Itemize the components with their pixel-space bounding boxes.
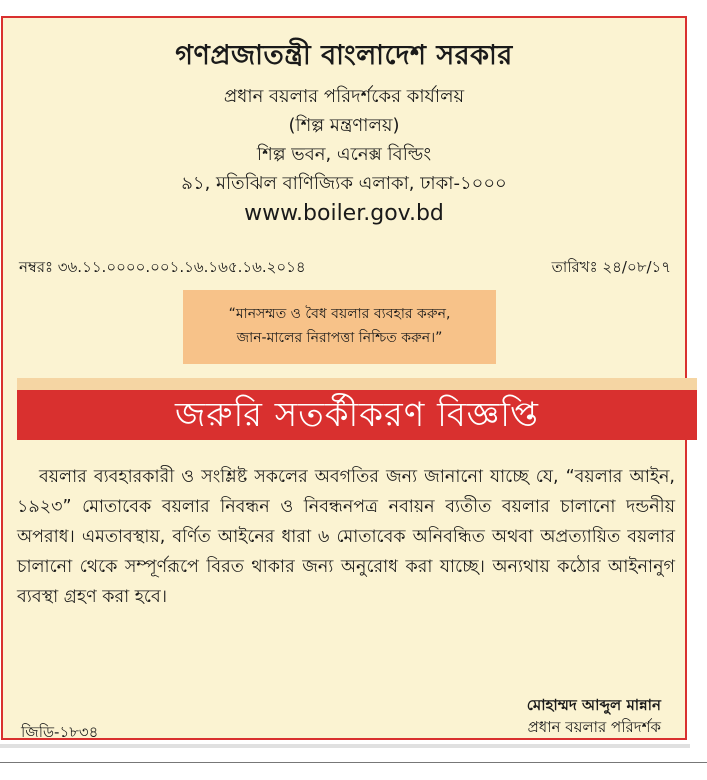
gd-number: জিডি-১৮৩৪ <box>21 723 99 741</box>
reference-number: নম্বরঃ ৩৬.১১.০০০০.০০১.১৬.১৬৫.১৬.২০১৪ <box>19 258 306 276</box>
slogan-box <box>183 290 496 364</box>
slogan-line-1: “মানসম্মত ও বৈধ বয়লার ব্যবহার করুন, <box>228 306 451 322</box>
office-address: ৯১, মতিঝিল বাণিজ্যিক এলাকা, ঢাকা-১০০০ <box>181 173 507 194</box>
panel-shadow <box>0 744 690 748</box>
banner-strip <box>17 378 697 390</box>
reference-date: তারিখঃ ২৪/০৮/১৭ <box>551 258 671 276</box>
building-name: শিল্প ভবন, এনেক্স বিল্ডিং <box>256 144 432 165</box>
signatory-title: প্রধান বয়লার পরিদর্শক <box>527 718 661 736</box>
ministry-name: (শিল্প মন্ত্রণালয়) <box>288 115 400 136</box>
slogan-line-2: জান-মালের নিরাপত্তা নিশ্চিত করুন।” <box>236 330 443 346</box>
warning-banner: জরুরি সতর্কীকরণ বিজ্ঞপ্তি <box>17 390 697 440</box>
header-block <box>3 40 685 228</box>
notice-body: বয়লার ব্যবহারকারী ও সংশ্লিষ্ট সকলের অবগতির জন্য জানানো যাচ্ছে যে, “বয়লার আইন, ১৯২৩” মোতাবেক বয়লার নিবন্ধন ও নিবন্ধনপত্র নবায়ন ব্যতীত বয়লার চালানো দন্ডনীয় অপরাধ। এমতাবস্থায়, বর্ণিত আইনের ধারা ৬ মোতাবেক অনিবন্ধিত অথবা অপ্রত্যায়িত বয়লার চালানো থেকে সম্পূর্ণরূপে বিরত থাকার জন্য অনুরোধ করা যাচ্ছে। অন্যথায় কঠোর আইনানুগ ব্যবস্থা গ্রহণ করা হবে। <box>17 467 675 607</box>
website-link[interactable]: www.boiler.gov.bd <box>244 201 444 226</box>
top-rule <box>0 0 707 14</box>
signatory-name: মোহাম্মদ আব্দুল মান্নান <box>526 696 661 714</box>
reference-row <box>19 256 671 281</box>
government-title: গণপ্রজাতন্ত্রী বাংলাদেশ সরকার <box>175 40 513 71</box>
notice-panel <box>1 16 687 740</box>
bottom-rule <box>0 762 707 763</box>
office-name: প্রধান বয়লার পরিদর্শকের কার্যালয় <box>223 86 465 107</box>
signature-block <box>527 694 661 738</box>
